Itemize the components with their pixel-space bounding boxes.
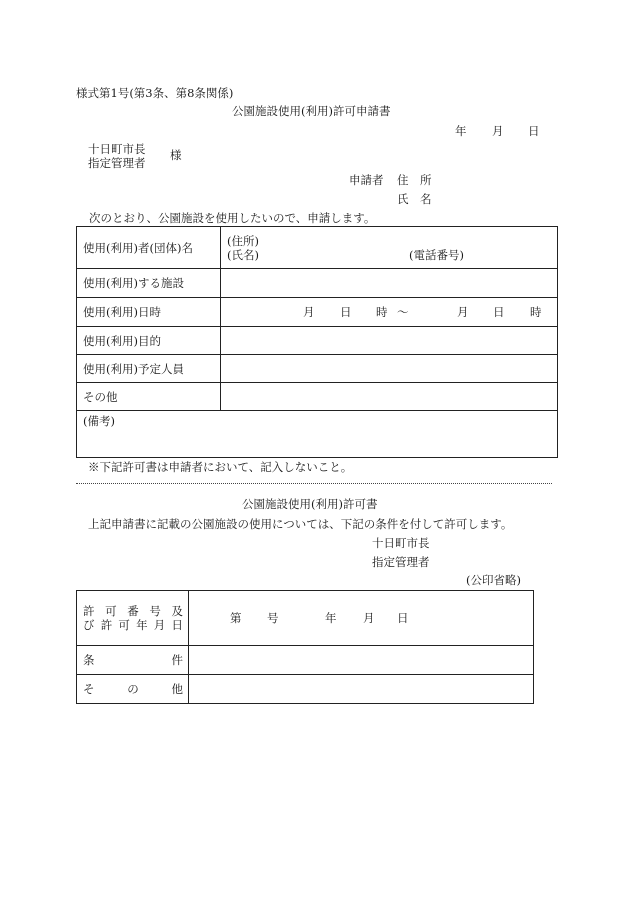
- addressee-suffix: 様: [170, 148, 182, 162]
- char: 他: [171, 682, 183, 696]
- facility-label: 使用(利用)する施設: [77, 269, 221, 298]
- table-row: [77, 298, 558, 327]
- char: 及: [171, 604, 183, 618]
- char: 日: [171, 618, 183, 632]
- dt-hour-start: 時: [376, 305, 388, 319]
- addressee-manager: 指定管理者: [88, 156, 146, 170]
- intro-text: 次のとおり、公園施設を使用したいので、申請します。: [89, 211, 376, 225]
- permit-title: 公園施設使用(利用)許可書: [242, 497, 378, 511]
- table-row: [77, 411, 558, 458]
- table-row: [77, 591, 534, 646]
- char: の: [127, 682, 139, 696]
- table-row: [77, 269, 558, 298]
- permit-year: 年: [325, 611, 337, 625]
- table-row: [77, 327, 558, 355]
- issuer-manager: 指定管理者: [372, 555, 430, 569]
- char: 許: [100, 618, 113, 632]
- char: 可: [118, 618, 130, 632]
- other-label: その他: [77, 383, 221, 411]
- datetime-label: 使用(利用)日時: [77, 298, 221, 327]
- table-row: [77, 227, 558, 269]
- char: 号: [149, 604, 161, 618]
- table-row: [77, 646, 534, 675]
- table-row: [77, 383, 558, 411]
- char: 可: [105, 604, 117, 618]
- purpose-cell[interactable]: [221, 327, 558, 355]
- cut-line: [76, 483, 552, 484]
- form-number-label: 様式第1号(第3条、第8条関係): [76, 86, 234, 100]
- user-phone: (電話番号): [409, 247, 464, 262]
- people-label: 使用(利用)予定人員: [77, 355, 221, 383]
- application-table: [76, 226, 558, 458]
- dt-month-end: 月: [457, 305, 469, 319]
- user-address: (住所): [227, 233, 259, 248]
- condition-cell[interactable]: [189, 646, 534, 675]
- issuer-mayor: 十日町市長: [372, 536, 430, 550]
- permit-number-cell[interactable]: [189, 591, 534, 646]
- permit-month: 月: [363, 611, 375, 625]
- facility-cell[interactable]: [221, 269, 558, 298]
- datetime-cell[interactable]: [221, 298, 558, 327]
- applicant-note: ※下記許可書は申請者において、記入しないこと。: [88, 460, 353, 474]
- user-cell[interactable]: [221, 227, 558, 269]
- date-year: 年: [455, 124, 467, 138]
- char: 番: [127, 604, 139, 618]
- char: 許: [83, 604, 95, 618]
- permit-other-label: [77, 675, 189, 704]
- date-day: 日: [528, 124, 540, 138]
- remarks-label: (備考): [83, 414, 115, 428]
- dt-day-start: 日: [340, 305, 352, 319]
- permit-go: 号: [267, 611, 279, 625]
- applicant-address-label: 住 所: [397, 173, 432, 187]
- char: そ: [83, 682, 95, 696]
- char: 月: [153, 618, 166, 632]
- addressee-mayor: 十日町市長: [88, 142, 146, 156]
- seal-note: (公印省略): [466, 573, 521, 587]
- remarks-cell[interactable]: [77, 411, 558, 458]
- people-cell[interactable]: [221, 355, 558, 383]
- user-name: (氏名): [227, 247, 259, 262]
- dt-hour-end: 時: [530, 305, 542, 319]
- permit-statement: 上記申請書に記載の公園施設の使用については、下記の条件を付して許可します。: [88, 517, 513, 531]
- applicant-label: 申請者: [349, 173, 384, 187]
- table-row: [77, 355, 558, 383]
- permit-dai: 第: [230, 611, 242, 625]
- date-month: 月: [492, 124, 504, 138]
- dt-month-start: 月: [303, 305, 315, 319]
- char: 年: [136, 618, 148, 632]
- char: 条: [83, 653, 95, 667]
- permit-number-label: [77, 591, 189, 646]
- dt-tilde: ～: [397, 305, 409, 319]
- other-cell[interactable]: [221, 383, 558, 411]
- permit-other-cell[interactable]: [189, 675, 534, 704]
- dt-day-end: 日: [493, 305, 505, 319]
- purpose-label: 使用(利用)目的: [77, 327, 221, 355]
- application-title: 公園施設使用(利用)許可申請書: [232, 104, 391, 118]
- permit-table: [76, 590, 534, 704]
- permit-day: 日: [397, 611, 409, 625]
- char: 件: [171, 653, 183, 667]
- condition-label: [77, 646, 189, 675]
- table-row: [77, 675, 534, 704]
- user-label: 使用(利用)者(団体)名: [77, 227, 221, 269]
- applicant-name-label: 氏 名: [397, 192, 432, 206]
- char: び: [83, 618, 95, 632]
